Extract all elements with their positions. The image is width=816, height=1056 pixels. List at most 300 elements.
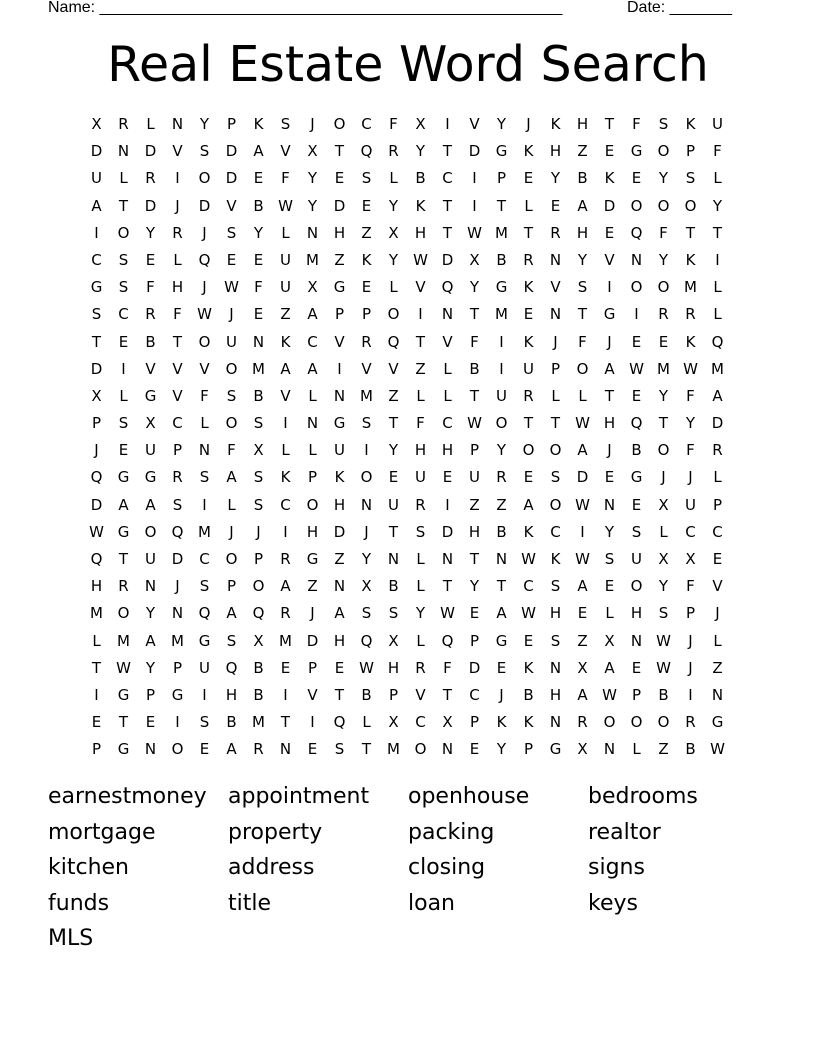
grid-letter: F [200,386,209,405]
grid-letter: V [469,115,480,133]
grid-letter: L [713,631,722,650]
grid-letter: F [578,332,587,351]
grid-letter: P [685,142,696,161]
grid-letter: C [442,169,453,188]
grid-letter: J [607,332,612,351]
grid-letter: M [495,223,508,242]
grid-letter: Q [90,550,103,568]
grid-letter: I [337,359,342,378]
grid-letter: N [630,250,643,269]
grid-letter: Z [577,142,588,161]
grid-letter: J [607,441,612,460]
grid-letter: X [91,115,102,133]
grid-letter: S [685,169,696,188]
grid-letter: I [364,441,369,460]
grid-letter: E [523,305,534,324]
grid-letter: Z [280,305,291,324]
grid-letter: A [226,740,237,759]
grid-letter: V [388,359,399,378]
grid-letter: A [334,604,345,623]
grid-letter: T [388,414,399,433]
grid-letter: H [333,223,346,242]
grid-letter: Q [360,631,373,650]
grid-letter: V [145,359,156,378]
grid-letter: H [576,223,589,242]
grid-letter: T [469,305,480,324]
grid-letter: S [388,604,399,623]
grid-letter: R [145,169,156,188]
grid-letter: I [310,713,315,732]
grid-letter: Y [685,414,696,433]
grid-letter: W [116,658,131,677]
grid-letter: Y [415,604,426,623]
grid-letter: Z [577,631,588,650]
grid-letter: E [307,740,318,759]
grid-letter: S [415,522,426,541]
grid-letter: Y [658,577,669,596]
grid-letter: M [711,359,724,378]
grid-letter: T [442,196,453,215]
grid-letter: G [198,631,211,650]
grid-letter: O [522,441,535,460]
grid-letter: T [442,142,453,161]
grid-letter: V [415,685,426,704]
grid-letter: B [253,196,264,215]
grid-letter: K [550,550,561,568]
grid-letter: W [440,604,455,623]
grid-letter: Z [361,223,372,242]
grid-letter: D [576,468,589,487]
grid-letter: A [604,359,615,378]
grid-letter: O [630,196,643,215]
grid-letter: L [659,522,668,541]
grid-letter: D [711,414,724,433]
grid-letter: A [118,495,129,514]
grid-letter: A [145,495,156,514]
grid-letter: C [361,115,372,133]
grid-letter: T [118,196,129,215]
grid-letter: O [198,332,211,351]
grid-letter: N [495,550,508,568]
grid-letter: C [712,522,723,541]
grid-letter: O [225,359,238,378]
grid-letter: G [630,468,643,487]
grid-letter: O [495,414,508,433]
grid-letter: K [685,250,696,269]
grid-letter: K [523,522,534,541]
grid-letter: R [361,332,372,351]
grid-letter: N [441,550,454,568]
grid-letter: O [171,740,184,759]
grid-letter: L [173,250,182,269]
grid-letter: W [575,495,590,514]
word-list-item: openhouse [408,784,530,809]
grid-letter: T [658,414,669,433]
grid-letter: N [360,495,373,514]
grid-letter: Y [658,250,669,269]
grid-letter: O [603,713,616,732]
word-list-item: bedrooms [588,784,698,809]
grid-letter: K [253,115,264,133]
grid-letter: C [469,685,480,704]
grid-letter: X [145,414,156,433]
grid-letter: S [118,278,129,297]
grid-letter: X [307,142,318,161]
grid-letter: N [333,577,346,596]
grid-letter: G [117,740,130,759]
grid-letter: Y [658,386,669,405]
grid-letter: Q [630,223,643,242]
grid-letter: V [361,359,372,378]
grid-letter: A [145,631,156,650]
grid-letter: C [550,522,561,541]
grid-letter: S [253,468,264,487]
grid-letter: L [443,386,452,405]
grid-letter: P [172,441,183,460]
grid-letter: O [333,115,346,133]
grid-letter: L [92,631,101,650]
grid-letter: D [144,142,157,161]
grid-letter: W [467,414,482,433]
grid-letter: E [631,658,642,677]
grid-letter: E [523,169,534,188]
grid-letter: Q [90,468,103,487]
grid-letter: R [118,577,129,596]
grid-letter: I [715,250,720,269]
grid-letter: V [604,250,615,269]
grid-letter: T [442,577,453,596]
grid-letter: T [334,685,345,704]
grid-letter: X [91,386,102,405]
grid-letter: I [445,115,450,133]
grid-letter: Y [199,115,210,133]
grid-letter: Z [469,495,480,514]
grid-letter: L [146,115,155,133]
grid-letter: T [118,713,129,732]
grid-letter: J [94,441,99,460]
grid-letter: L [524,196,533,215]
grid-letter: P [631,685,642,704]
grid-letter: J [553,332,558,351]
grid-letter: R [496,468,507,487]
grid-letter: I [472,196,477,215]
grid-letter: Z [388,386,399,405]
grid-letter: F [254,278,263,297]
grid-letter: N [252,332,265,351]
grid-letter: D [90,359,103,378]
grid-letter: Y [388,441,399,460]
grid-letter: J [310,115,315,133]
grid-letter: J [499,685,504,704]
grid-letter: P [226,115,237,133]
grid-letter: F [686,577,695,596]
grid-letter: H [414,441,427,460]
word-list-item: property [228,819,323,845]
grid-letter: P [496,169,507,188]
grid-letter: I [688,685,693,704]
grid-letter: K [334,468,345,487]
grid-letter: V [415,278,426,297]
grid-letter: E [469,604,480,623]
grid-letter: S [361,169,372,188]
grid-letter: R [415,658,426,677]
grid-letter: L [713,468,722,487]
grid-letter: E [118,332,129,351]
grid-letter: Z [334,250,345,269]
grid-letter: P [685,604,696,623]
grid-letter: T [280,713,291,732]
grid-letter: G [144,468,157,487]
grid-letter: Y [712,196,723,215]
grid-letter: D [90,142,103,161]
word-list-item: address [228,855,315,880]
grid-letter: Q [441,278,454,297]
grid-letter: R [415,495,426,514]
grid-letter: T [118,550,129,568]
grid-letter: F [686,441,695,460]
grid-letter: D [441,250,454,269]
grid-letter: C [91,250,102,269]
grid-letter: W [413,250,428,269]
grid-letter: T [523,223,534,242]
grid-letter: P [469,441,480,460]
word-list-item: closing [408,855,486,880]
grid-letter: N [171,115,184,133]
grid-letter: K [280,468,291,487]
grid-letter: C [685,522,696,541]
grid-letter: T [361,740,372,759]
grid-letter: W [89,522,104,541]
grid-letter: I [121,359,126,378]
word-list-item: appointment [228,784,370,809]
grid-letter: Q [198,250,211,269]
grid-letter: R [658,305,669,324]
grid-letter: E [604,142,615,161]
grid-letter: B [226,713,237,732]
grid-letter: V [226,196,237,215]
grid-letter: Q [333,713,346,732]
grid-letter: R [685,713,696,732]
grid-letter: J [661,468,666,487]
grid-letter: B [658,685,669,704]
grid-letter: T [334,142,345,161]
grid-letter: K [604,169,615,188]
grid-letter: S [604,550,615,568]
grid-letter: T [91,332,102,351]
grid-letter: B [253,658,264,677]
grid-letter: O [657,196,670,215]
grid-letter: E [253,305,264,324]
grid-letter: U [145,441,156,460]
grid-letter: N [441,740,454,759]
grid-letter: J [175,577,180,596]
grid-letter: A [280,577,291,596]
grid-letter: O [684,196,697,215]
grid-letter: A [496,604,507,623]
grid-letter: E [523,631,534,650]
grid-letter: J [202,223,207,242]
grid-letter: H [549,604,562,623]
grid-letter: Y [388,250,399,269]
grid-letter: E [253,169,264,188]
grid-letter: J [688,658,693,677]
grid-letter: A [577,441,588,460]
grid-letter: C [523,577,534,596]
grid-letter: P [523,740,534,759]
grid-letter: O [657,713,670,732]
grid-letter: D [468,658,481,677]
grid-letter: L [227,495,236,514]
grid-letter: V [199,359,210,378]
grid-letter: V [280,386,291,405]
grid-letter: A [604,658,615,677]
grid-letter: X [577,658,588,677]
grid-letter: U [469,468,480,487]
grid-letter: U [496,386,507,405]
grid-letter: A [307,359,318,378]
grid-letter: O [387,305,400,324]
grid-letter: L [713,278,722,297]
grid-letter: Y [469,278,480,297]
grid-letter: B [685,740,696,759]
grid-letter: H [333,495,346,514]
grid-letter: L [119,386,128,405]
grid-letter: T [604,386,615,405]
grid-letter: O [360,468,373,487]
grid-letter: S [226,223,237,242]
grid-letter: B [523,685,534,704]
grid-letter: Y [415,142,426,161]
grid-letter: R [172,223,183,242]
grid-letter: S [172,495,183,514]
grid-letter: A [307,305,318,324]
grid-letter: E [199,740,210,759]
grid-letter: Y [496,441,507,460]
grid-letter: T [442,223,453,242]
grid-letter: N [387,550,400,568]
grid-letter: F [173,305,182,324]
grid-letter: H [225,685,238,704]
word-list-item: MLS [48,926,94,951]
grid-letter: M [387,740,400,759]
grid-letter: A [577,685,588,704]
grid-letter: S [226,386,237,405]
grid-letter: L [200,414,209,433]
grid-letter: M [495,305,508,324]
grid-letter: W [710,740,725,759]
grid-letter: F [416,414,425,433]
grid-letter: E [631,495,642,514]
word-list-item: packing [408,819,495,845]
grid-letter: B [415,169,426,188]
grid-letter: O [549,441,562,460]
grid-letter: B [253,386,264,405]
grid-letter: J [526,115,531,133]
grid-letter: A [712,386,723,405]
grid-letter: P [145,685,156,704]
grid-letter: B [496,522,507,541]
grid-letter: Y [388,196,399,215]
grid-letter: F [389,115,398,133]
grid-letter: N [549,658,562,677]
grid-letter: E [604,223,615,242]
grid-letter: A [91,196,102,215]
grid-letter: H [549,142,562,161]
grid-letter: B [577,169,588,188]
grid-letter: G [495,278,508,297]
grid-letter: L [632,740,641,759]
grid-letter: X [604,631,615,650]
grid-letter: L [281,441,290,460]
grid-letter: O [225,550,238,568]
grid-letter: K [550,115,561,133]
grid-letter: S [199,142,210,161]
grid-letter: N [603,495,616,514]
grid-letter: N [630,631,643,650]
grid-letter: R [550,223,561,242]
grid-letter: L [119,169,128,188]
word-list-item: mortgage [48,819,156,845]
grid-letter: W [602,685,617,704]
grid-letter: I [580,522,585,541]
grid-letter: M [657,359,670,378]
grid-letter: D [198,196,211,215]
grid-letter: M [171,631,184,650]
grid-letter: J [229,305,234,324]
grid-letter: E [388,468,399,487]
grid-letter: Y [577,250,588,269]
grid-letter: G [90,278,103,297]
grid-letter: E [631,386,642,405]
grid-letter: O [117,604,130,623]
grid-letter: H [333,631,346,650]
grid-letter: W [521,550,536,568]
word-list-item: loan [408,890,455,916]
grid-letter: S [631,522,642,541]
grid-letter: E [145,713,156,732]
grid-letter: J [310,604,315,623]
grid-letter: T [388,522,399,541]
grid-letter: D [441,522,454,541]
grid-letter: T [442,685,453,704]
grid-letter: P [91,414,102,433]
grid-letter: H [603,414,616,433]
grid-letter: H [90,577,103,596]
grid-letter: E [226,250,237,269]
grid-letter: K [415,196,426,215]
grid-letter: T [91,658,102,677]
grid-letter: A [226,604,237,623]
grid-letter: X [577,740,588,759]
grid-letter: T [523,414,534,433]
grid-letter: I [175,169,180,188]
date-field: Date: _______ [627,0,732,16]
word-list-item: title [228,890,272,916]
grid-letter: G [495,142,508,161]
grid-letter: I [499,359,504,378]
grid-letter: P [172,658,183,677]
grid-letter: K [361,250,372,269]
grid-letter: L [551,386,560,405]
grid-letter: Y [307,196,318,215]
grid-letter: I [418,305,423,324]
grid-letter: K [523,713,534,732]
grid-letter: U [712,115,723,133]
grid-letter: Q [225,658,238,677]
grid-letter: U [388,495,399,514]
grid-letter: S [361,414,372,433]
grid-letter: V [280,142,291,161]
